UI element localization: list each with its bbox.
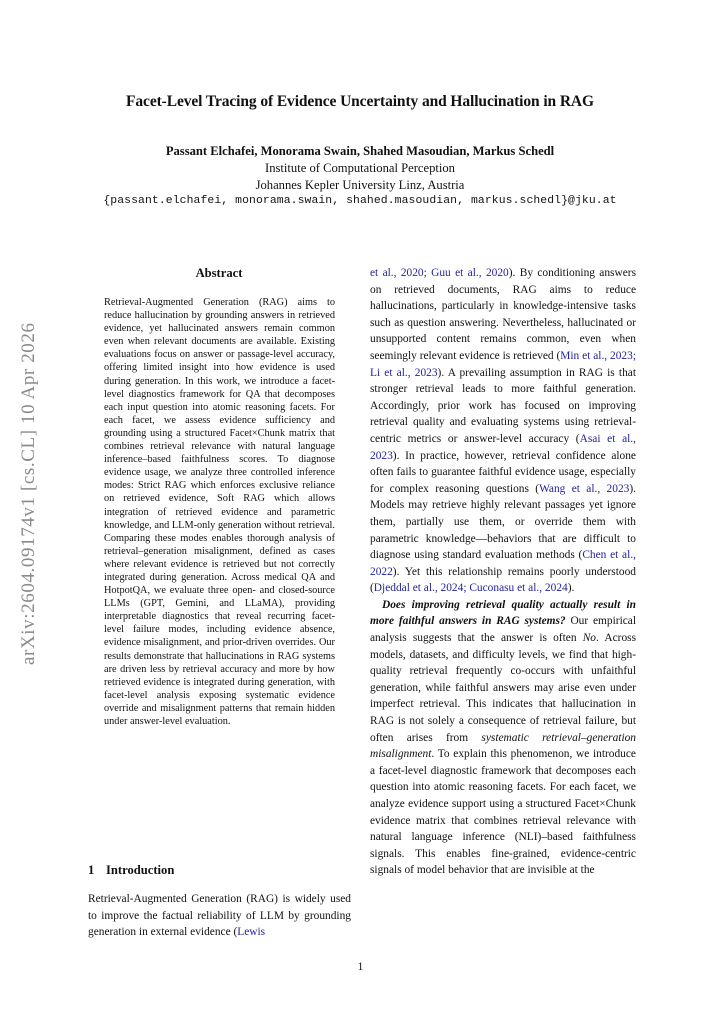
text-run: . To explain this phenomenon, we introduce a facet-level diagnostic framework that decomposes each question into atomic reasoning facets. For each facet, we analyze evidence support using a structured Facet×Chunk evidence matrix that combines retrieval relevance with natural language inference (NLI)–based faithfulness signals. This enables fine-grained, evidence-centric signals of model behavior that are invisible at the [370,748,636,877]
text-run: Our empirical analysis suggests that the answer is often [370,615,637,645]
text-run: ). Models may retrieve highly relevant passages yet ignore them, partially use them, or override them with parametric knowledge—behaviors that are difficult to diagnose using standard evaluation methods ( [370,482,636,562]
citation-link[interactable]: Asai et al., 2023 [370,432,636,462]
author-list: Passant Elchafei, Monorama Swain, Shahed Masoudian, Markus Schedl [165,144,555,158]
emphasis-misalignment: systematic retrieval–generation misalignment [370,731,637,761]
introduction-paragraph-2 [370,597,636,879]
arxiv-identifier: arXiv:2604.09174v1 [cs.CL] 10 Apr 2026 [18,322,39,665]
citation-link[interactable]: Wang et al., 2023 [539,482,630,495]
emphasis-no: No [582,632,596,645]
affiliation-university: Johannes Kepler University Linz, Austria [255,178,465,192]
citation-link[interactable]: Djeddal et al., 2024; Cuconasu et al., 2024 [373,582,568,595]
abstract-body: Retrieval-Augmented Generation (RAG) aims to reduce hallucination by grounding answers in retrieved evidence, yet hallucinated answers remain common even when relevant documents are available. Existing evaluations focus on answer or passage-level accuracy, offering limited insight into how evidence is used during generation. In this work, we introduce a facet-level diagnostics framework for QA that decomposes each input question into atomic reasoning facets. For each facet, we assess evidence sufficiency and grounding using a structured Facet×Chunk matrix that combines retrieval relevance with natural language inference–based faithfulness scores. To diagnose evidence usage, we analyze three controlled inference modes: Strict RAG which enforces exclusive reliance on retrieved evidence, Soft RAG which allows integration of retrieved evidence and parametric knowledge, and LLM-only generation without retrieval. Comparing these modes enables thorough analysis of retrieval–generation misalignment, defined as cases where relevant evidence is retrieved but not correctly integrated during generation. Across medical QA and HotpotQA, we evaluate three open- and closed-source LLMs (GPT, Gemini, and LLaMA), providing interpretable diagnostics that reveal recurring facet-level failure modes, including evidence absence, evidence misalignment, and prior-driven overrides. Our results demonstrate that hallucinations in RAG systems are driven less by retrieval accuracy and more by how retrieved evidence is integrated during generation, with facet-level analysis exposing systematic evidence override and misalignment patterns that remain hidden under answer-level evaluation. [104,297,335,727]
text-run: ). A prevailing assumption in RAG is that stronger retrieval leads to more faithful generation. Accordingly, prior work has focused on improving retrieval quality and evaluating systems using retrieval-centric metrics or answer-level accuracy ( [370,366,636,445]
paper-title: Facet-Level Tracing of Evidence Uncertainty and Hallucination in RAG [126,93,594,110]
text-run: . Across models, datasets, and difficulty levels, we find that high-quality retrieval frequently co-occurs with unfaithful generation, while faithful answers may arise even under imperfect retrieval. This indicates that hallucination in RAG is not solely a consequence of retrieval failure, but often arises from [370,632,636,744]
text-run: ). By conditioning answers on retrieved documents, RAG aims to reduce hallucinations, particularly in knowledge-intensive tasks such as question answering. Nevertheless, hallucinated or unsupported content remains common, even when seemingly relevant evidence is retrieved ( [370,267,636,362]
citation-link[interactable]: et al., 2020; Guu et al., 2020 [370,267,509,279]
introduction-paragraph-1 [370,265,636,597]
text-run: ). In practice, however, retrieval confidence alone often fails to guarantee faithful evidence usage, especially for complex reasoning questions ( [370,449,636,495]
right-column-text [370,265,636,879]
citation-link[interactable]: Chen et al., 2022 [370,549,636,578]
abstract-heading: Abstract [195,266,243,280]
page-number: 1 [357,961,364,973]
citation-link[interactable]: Lewis [237,926,266,939]
research-question: Does improving retrieval quality actually result in more faithful answers in RAG systems? [370,598,636,628]
author-emails: {passant.elchafei, monorama.swain, shahed.masoudian, markus.schedl}@jku.at [103,195,617,207]
text-run: ). [567,582,575,595]
section-number: 1 [88,863,95,877]
section-title: Introduction [106,863,175,877]
introduction-paragraph-start [88,891,351,941]
affiliation-institute: Institute of Computational Perception [265,161,455,175]
citation-link[interactable]: Min et al., 2023; Li et al., 2023 [370,349,636,379]
section-heading-introduction [88,863,174,878]
text-run: ). Yet this relationship remains poorly understood ( [370,565,636,595]
intro-text-run: Retrieval-Augmented Generation (RAG) is widely used to improve the factual reliability of LLM by grounding generation in external evidence ( [88,893,351,939]
